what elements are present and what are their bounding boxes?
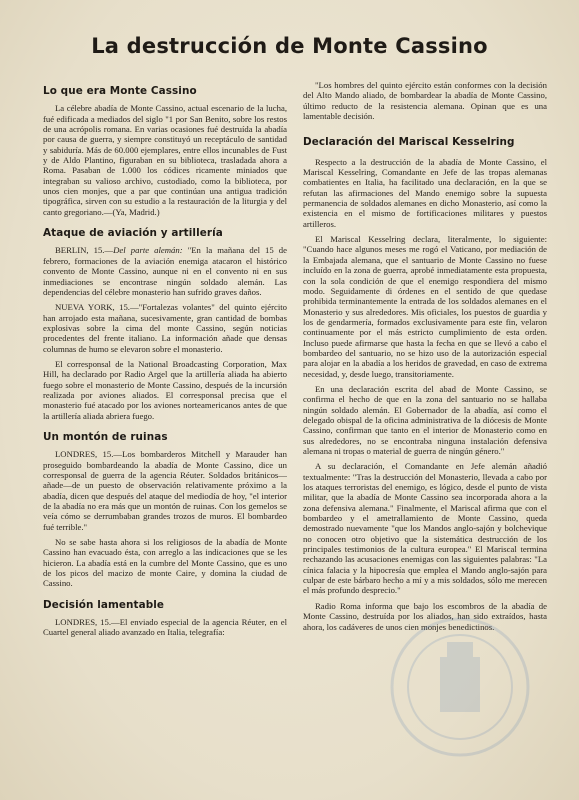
paragraph: Radio Roma informa que bajo los escombros de la abadía de Monte Cassino, destruída por los aliados, han sido extraídos, hasta ahora, los cadáveres de unos cien monjes benedictinos. [303,600,547,632]
section-heading: Declaración del Mariscal Kesselring [303,136,515,149]
section-heading: Decisión lamentable [43,598,165,611]
section-heading: Un montón de ruinas [43,430,168,443]
paragraph: En una declaración escrita del abad de Monte Cassino, se confirma el hecho de que en la zona del santuario no se hallaba ningún soldado alemán. El Gobernador de la abadía, así como el delegado obispal de la oficina administrativa de la diócesis de Monte Cassino, confirman que tanto en el interior de Monasterio como en sus alrededores, no se encontraba ninguna instalación defensiva alemana ni tropas o material de guerra de ningún género." [303,383,547,456]
page-title: La destrucción de Monte Cassino [91,34,488,58]
paragraph-text: "En la mañana del 15 de febrero, formaciones de la aviación enemiga atacaron el histórico convento de Monte Cassino, aunque ni en el convento ni en sus inmediaciones se encontrase ningún soldado alemán. Las dependencias del célebre monasterio han sufrido graves daños. [43,245,287,297]
paragraph: "Los hombres del quinto ejército están conformes con la decisión del Alto Mando aliado, de bombardear la abadía de Monte Cassino, último reducto de la resistencia alemana. Opinan que es una lamentable decisión. [303,80,547,122]
source-label: Del parte alemán: [113,245,183,256]
paragraph: El corresponsal de la National Broadcasting Corporation, Max Hill, ha declarado por Radio Argel que la artillería aliada ha abierto fuego sobre el monasterio de Monte Cassino, después de la incursión realizada por aviones aliados. El corresponsal precisa que el monasterio fué atacado por los aviones norteamericanos antes de que la artillería aliada abriera fuego. [43,358,287,421]
section-heading: Lo que era Monte Cassino [43,85,197,97]
right-column [303,80,547,637]
paragraph: Respecto a la destrucción de la abadía de Monte Cassino, el Mariscal Kesselring, Comandante en Jefe de las tropas alemanas combatientes en Italia, ha facilitado una declaración, en la que se refutan las afirmaciones del Mando enemigo sobre la supuesta permanencia de soldados alemanes en dicho Monasterio, así como la existencia en el mismo de fortificaciones militares y puestos artilleros. [303,156,547,229]
paragraph: A su declaración, el Comandante en Jefe alemán añadió textualmente: "Tras la destrucción del Monasterio, llevada a cabo por los ataques terroristas del enemigo, es lógico, desde el punto de vista militar, que la abadía de Monte Cassino sea incorporada ahora a la zona defensiva alemana." Finalmente, el Mariscal afirma que con el bombardeo y el ametrallamiento de Monte Cassino, queda demostrado nuevamente "que los Mandos anglo-sajón y bolchevique no conocen otro objetivo que la sistemática destrucción de los principales testimonios de la cultura europea." El Mariscal termina rechazando las acusaciones enemigas con las siguientes palabras: "La cínica falacia y la hipocresía que emplea el Mando anglo-sajón para culpar de este bárbaro hecho a mí y a mis soldados, sólo me merecen el más profundo desprecio." [303,461,547,596]
paragraph: NUEVA YORK, 15.—"Fortalezas volantes" del quinto ejército han arrojado esta mañana, sucesivamente, gran cantidad de bombas explosivas sobre la cima del monte Cassino, según noticias procedentes del frente italiano. La información añade que densas columnas de humo se elevaron sobre el monasterio. [43,302,287,354]
paragraph: El Mariscal Kesselring declara, literalmente, lo siguiente: "Cuando hace algunos meses me rogó el Vaticano, por mediación de la Embajada alemana, que el santuario de Monte Cassino no fuese incluído en la zona de guerra, aprobé inmediatamente esta propuesta, con la sola condición de que el enemigo respondiera del mismo modo. Seguidamente di órdenes en el sentido de que quedase prohibida terminantemente la entrada de los soldados alemanes en el Monasterio y sus alrededores. Mis oficiales, los puestos de guardia y los de gendarmería, formados exclusivamente para este fin, velaron continuamente por el más estricto cumplimiento de esta orden. Incluso puede afirmarse que hasta la fecha en que se llevó a cabo el bombardeo del santuario, no se hizo uso de la autorización especial para alojar en la abadía a los heridos de gravedad, en caso de extrema necesidad, y, desde luego, transitoriamente. [303,234,547,379]
paragraph: No se sabe hasta ahora si los religiosos de la abadía de Monte Cassino han evacuado ésta, con arreglo a las indicaciones que se les hicieron. La abadía está en la cumbre del Monte Cassino, que es uno de los picos del macizo de monte Caire, y domina la ciudad de Cassino. [43,537,287,589]
left-column [43,84,287,643]
library-watermark-seal [385,612,535,762]
paragraph [43,245,287,297]
paragraph: La célebre abadía de Monte Cassino, actual escenario de la lucha, fué edificada a mediados del siglo "1 por San Benito, sobre los restos de una acrópolis romana. En varias ocasiones fué destruída la abadía por causa de guerra, y siempre constituyó un receptáculo de santidad y sabiduría. Más de 60.000 ejemplares, entre ellos incunables de Fust y de Aldo Plantino, figuraban en su biblioteca, trasladada ahora a Roma. Pasaban de 1.000 los códices ricamente miniados que integraban su valioso archivo, custodiado, como la biblioteca, por unos cien monjes, que a par que continúan una antigua tradición tipográfica, sirven con su estudio a la restauración de la liturgia y del canto gregoriano.—(Ya, Madrid.) [43,103,287,217]
section-heading: Ataque de aviación y artillería [43,227,223,240]
paragraph: LONDRES, 15.—Los bombarderos Mitchell y Marauder han proseguido bombardeando la abadía de Monte Cassino, dice un corresponsal de guerra de la agencia Réuter. Soldados británicos—añade—de un puesto de observación relativamente próximo a la abadía, dicen que después del ataque del mediodía de hoy, "el interior de la abadía no era más que un montón de ruinas. Con los gemelos se veía cómo se derrumbaban grandes trozos de muros. El bombardeo fué terrible." [43,449,287,532]
dateline: BERLIN, 15.— [55,245,114,256]
paragraph: LONDRES, 15.—El enviado especial de la agencia Réuter, en el Cuartel general aliado avanzado en Italia, telegrafía: [43,617,287,638]
